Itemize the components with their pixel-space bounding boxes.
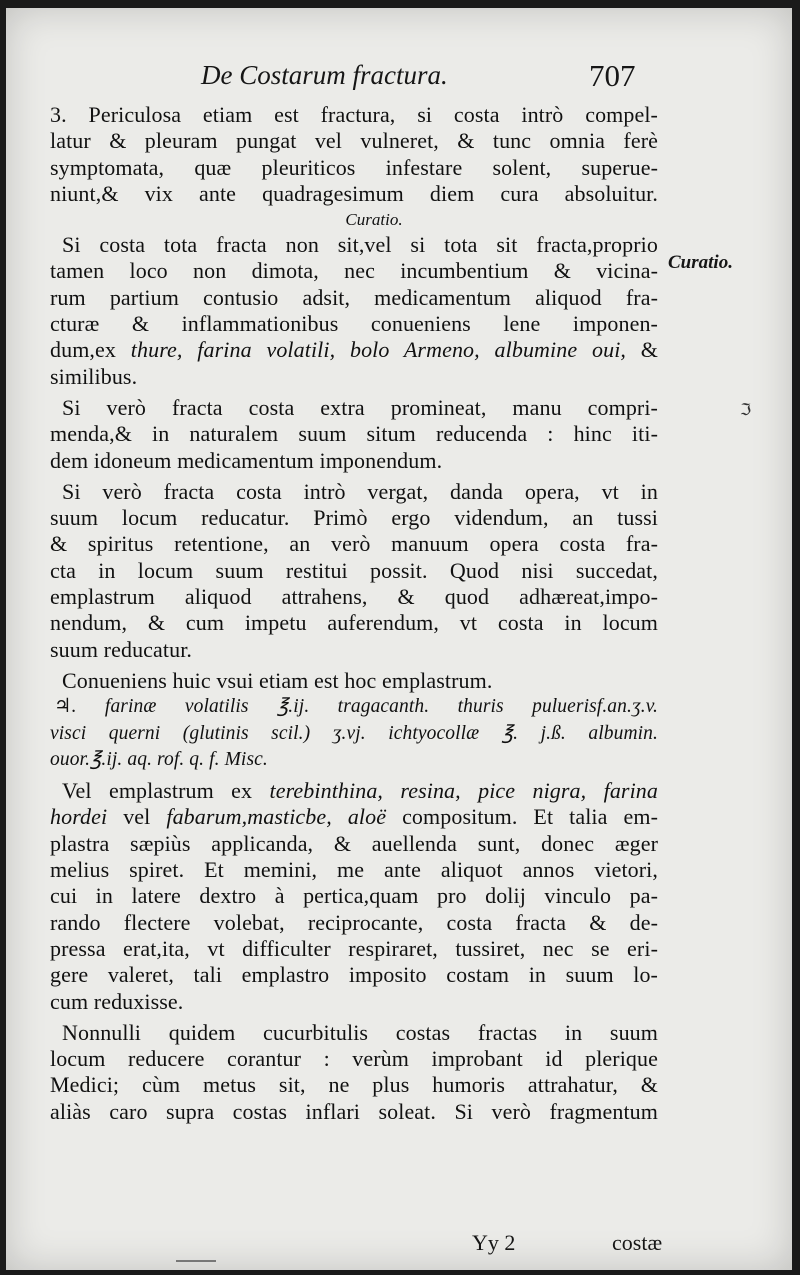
text-line: tamen loco non dimota, nec incumbentium & vicina- bbox=[50, 258, 658, 284]
recipe-text: visci querni (glutinis scil.) ʒ.vj. ichtyocollæ ℥. j.ß. albumin. bbox=[50, 722, 658, 744]
text-line: 3. Periculosa etiam est fractura, si costa intrò compel- bbox=[50, 102, 658, 127]
text-line: similibus. bbox=[50, 363, 138, 389]
margin-note: Curatio. bbox=[668, 252, 733, 273]
page-number: 707 bbox=[589, 58, 636, 93]
text-line: rando flectere volebat, reciprocante, costa fracta & de- bbox=[50, 909, 658, 935]
text-line: suum reducatur. bbox=[50, 636, 193, 662]
text-line: gere valeret, tali emplastro imposito costam in suum lo- bbox=[50, 962, 658, 988]
text-run: Vel emplastrum ex bbox=[62, 778, 270, 804]
text-line: pressa erat,ita, vt difficulter respiraret, tussiret, nec se eri- bbox=[50, 935, 658, 961]
text-line: niunt,& vix ante quadragesimum diem cura absoluitur. bbox=[50, 180, 658, 206]
text-line bbox=[50, 337, 658, 363]
margin-mark: ℑ bbox=[740, 402, 752, 419]
text-line: Si costa tota fracta non sit,vel si tota sit fracta,proprio bbox=[62, 232, 658, 258]
text-line: cum reduxisse. bbox=[50, 988, 184, 1014]
book-page bbox=[6, 8, 792, 1270]
text-line: suum locum reducatur. Primò ergo videndum, an tussi bbox=[50, 505, 658, 531]
italic-run: hordei bbox=[50, 804, 108, 830]
page-header bbox=[6, 58, 706, 102]
text-run: vel bbox=[107, 804, 167, 830]
ink-smudge bbox=[176, 1260, 216, 1262]
text-line: Nonnulli quidem cucurbitulis costas fractas in suum bbox=[62, 1019, 658, 1045]
recipe-text: ouor.℥.ij. aq. rof. q. f. Misc. bbox=[50, 748, 268, 770]
text-line: Medici; cùm metus sit, ne plus humoris attrahatur, & bbox=[50, 1072, 658, 1098]
signature-mark: Yy 2 bbox=[472, 1230, 516, 1255]
italic-run: fabarum,masticbe, aloë bbox=[166, 804, 387, 830]
text-line: cui in latere dextro à pertica,quam pro dolij vinculo pa- bbox=[50, 883, 658, 909]
text-line: dem idoneum medicamentum imponendum. bbox=[50, 447, 443, 473]
text-line: symptomata, quæ pleuriticos infestare solent, superue- bbox=[50, 154, 658, 180]
text-line: Si verò fracta costa intrò vergat, danda opera, vt in bbox=[62, 478, 658, 504]
text-run: dum,ex bbox=[50, 337, 131, 363]
text-line: emplastrum aliquod attrahens, & quod adhæreat,impo- bbox=[50, 584, 658, 610]
section-heading: Curatio. bbox=[345, 210, 403, 230]
text-line: plastra sæpiùs applicanda, & auellenda sunt, donec æger bbox=[50, 830, 658, 856]
text-line: locum reducere corantur : verùm improbant id plerique bbox=[50, 1046, 658, 1072]
recipe-line bbox=[50, 721, 658, 747]
recipe-line bbox=[50, 694, 658, 720]
italic-run: terebinthina, resina, pice nigra, farina bbox=[269, 778, 658, 804]
catchword: costæ bbox=[612, 1230, 663, 1255]
text-line bbox=[50, 804, 658, 830]
text-line bbox=[50, 778, 658, 804]
text-line: cta in locum suum restitui possit. Quod nisi succedat, bbox=[50, 557, 658, 583]
text-line: menda,& in naturalem suum situm reducenda : hinc iti- bbox=[50, 421, 658, 447]
text-line: rum partium contusio adsit, medicamentum aliquod fra- bbox=[50, 284, 658, 310]
text-line: & spiritus retentione, an verò manuum opera costa fra- bbox=[50, 531, 658, 557]
text-run: compositum. Et talia em- bbox=[386, 804, 658, 830]
page-footer bbox=[6, 1230, 706, 1266]
text-line: Si verò fracta costa extra promineat, manu compri- bbox=[62, 394, 658, 420]
running-title: De Costarum fractura. bbox=[201, 60, 448, 90]
text-line: melius spiret. Et memini, me ante aliquot annos vietori, bbox=[50, 857, 658, 883]
text-run: & bbox=[626, 337, 659, 363]
text-line: Conueniens huic vsui etiam est hoc emplastrum. bbox=[62, 667, 493, 693]
recipe-line bbox=[50, 747, 658, 773]
text-line: cturæ & inflammationibus conueniens lene imponen- bbox=[50, 311, 658, 337]
text-line: latur & pleuram pungat vel vulneret, & tunc omnia ferè bbox=[50, 128, 658, 154]
body-text bbox=[50, 102, 658, 1125]
recipe-text: ♃. farinæ volatilis ℥.ij. tragacanth. thuris puluerisf.an.ʒ.v. bbox=[54, 696, 658, 718]
italic-run: thure, farina volatili, bolo Armeno, albumine oui, bbox=[130, 337, 627, 363]
text-line: aliàs caro supra costas inflari soleat. Si verò fragmentum bbox=[50, 1098, 658, 1124]
text-line: nendum, & cum impetu auferendum, vt costa in locum bbox=[50, 610, 658, 636]
